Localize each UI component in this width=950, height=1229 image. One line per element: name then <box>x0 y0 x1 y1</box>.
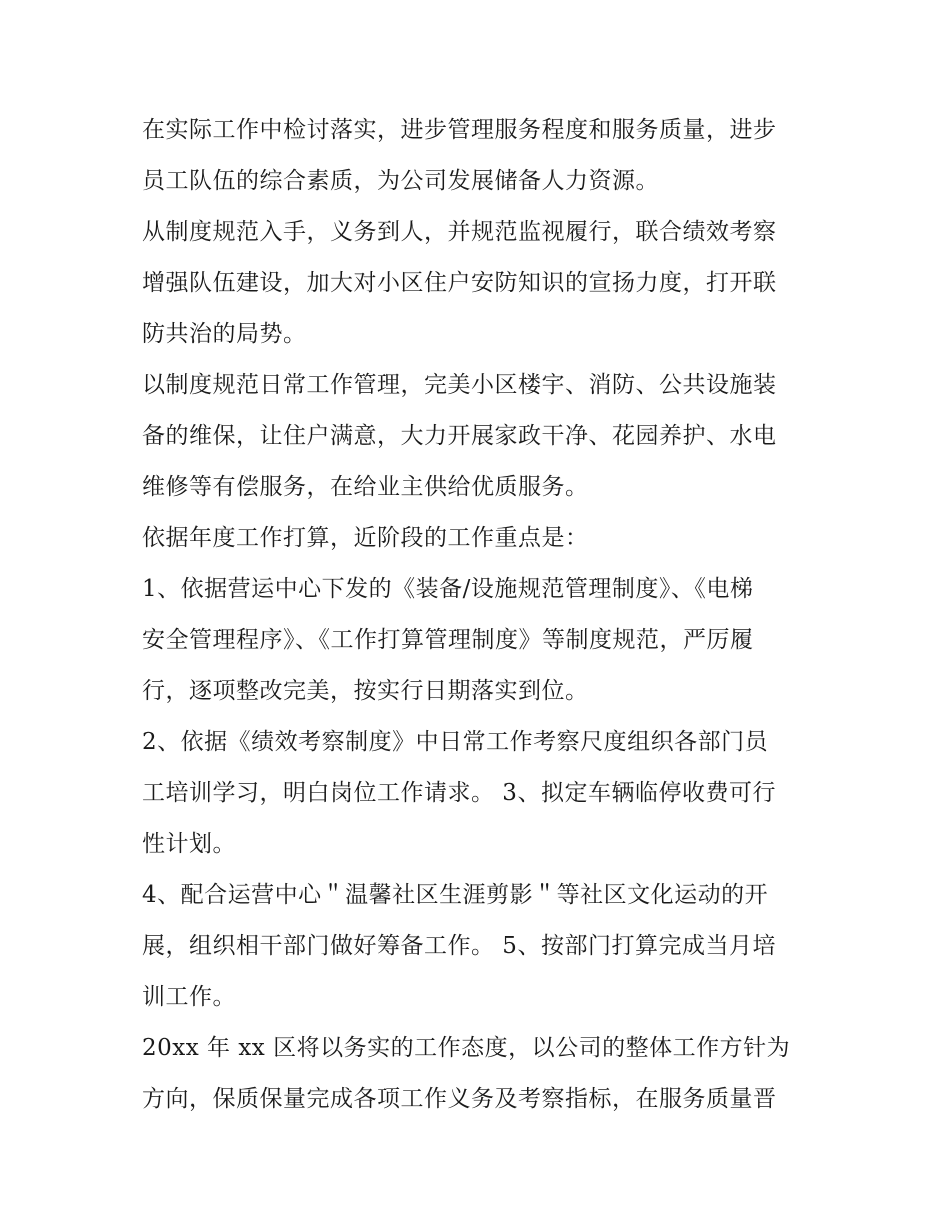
text-line: 工培训学习，明白岗位工作请求。 3、拟定车辆临停收费可行 <box>142 780 776 806</box>
text-line: 维修等有偿服务，在给业主供给优质服务。 <box>142 474 589 500</box>
text-line: 行，逐项整改完美，按实行日期落实到位。 <box>142 678 589 704</box>
text-line: 依据年度工作打算，近阶段的工作重点是： <box>142 525 589 551</box>
list-item-1 <box>142 564 822 717</box>
text-line: 从制度规范入手，义务到人，并规范监视履行，联合绩效考察 <box>142 219 777 245</box>
text-line: 20xx 年 xx 区将以务实的工作态度，以公司的整体工作方针为 <box>142 1035 791 1061</box>
list-item-4-5 <box>142 870 822 1023</box>
paragraph-4 <box>142 513 822 564</box>
paragraph-2 <box>142 207 822 360</box>
text-line: 在实际工作中检讨落实，进步管理服务程度和服务质量，进步 <box>142 117 777 143</box>
text-line: 训工作。 <box>142 984 236 1010</box>
text-line: 方向，保质保量完成各项工作义务及考察指标，在服务质量晋 <box>142 1086 777 1112</box>
text-line: 以制度规范日常工作管理，完美小区楼宇、消防、公共设施装 <box>142 372 777 398</box>
paragraph-1 <box>142 105 822 207</box>
text-line: 4、配合运营中心＂温馨社区生涯剪影＂等社区文化运动的开 <box>142 882 769 908</box>
list-item-2-3 <box>142 717 822 870</box>
text-line: 增强队伍建设，加大对小区住户安防知识的宣扬力度，打开联 <box>142 270 777 296</box>
text-line: 防共治的局势。 <box>142 321 307 347</box>
text-line: 备的维保，让住户满意，大力开展家政干净、花园养护、水电 <box>142 423 777 449</box>
paragraph-3 <box>142 360 822 513</box>
text-line: 1、依据营运中心下发的《装备/设施规范管理制度》、《电梯 <box>142 576 754 602</box>
text-line: 员工队伍的综合素质，为公司发展储备人力资源。 <box>142 168 659 194</box>
text-line: 2、依据《绩效考察制度》中日常工作考察尺度组织各部门员 <box>142 729 769 755</box>
text-line: 安全管理程序》、《工作打算管理制度》等制度规范，严厉履 <box>142 627 754 653</box>
paragraph-closing <box>142 1023 822 1125</box>
text-line: 展，组织相干部门做好筹备工作。 5、按部门打算完成当月培 <box>142 933 776 959</box>
document-body <box>142 105 822 1125</box>
text-line: 性计划。 <box>142 831 236 857</box>
